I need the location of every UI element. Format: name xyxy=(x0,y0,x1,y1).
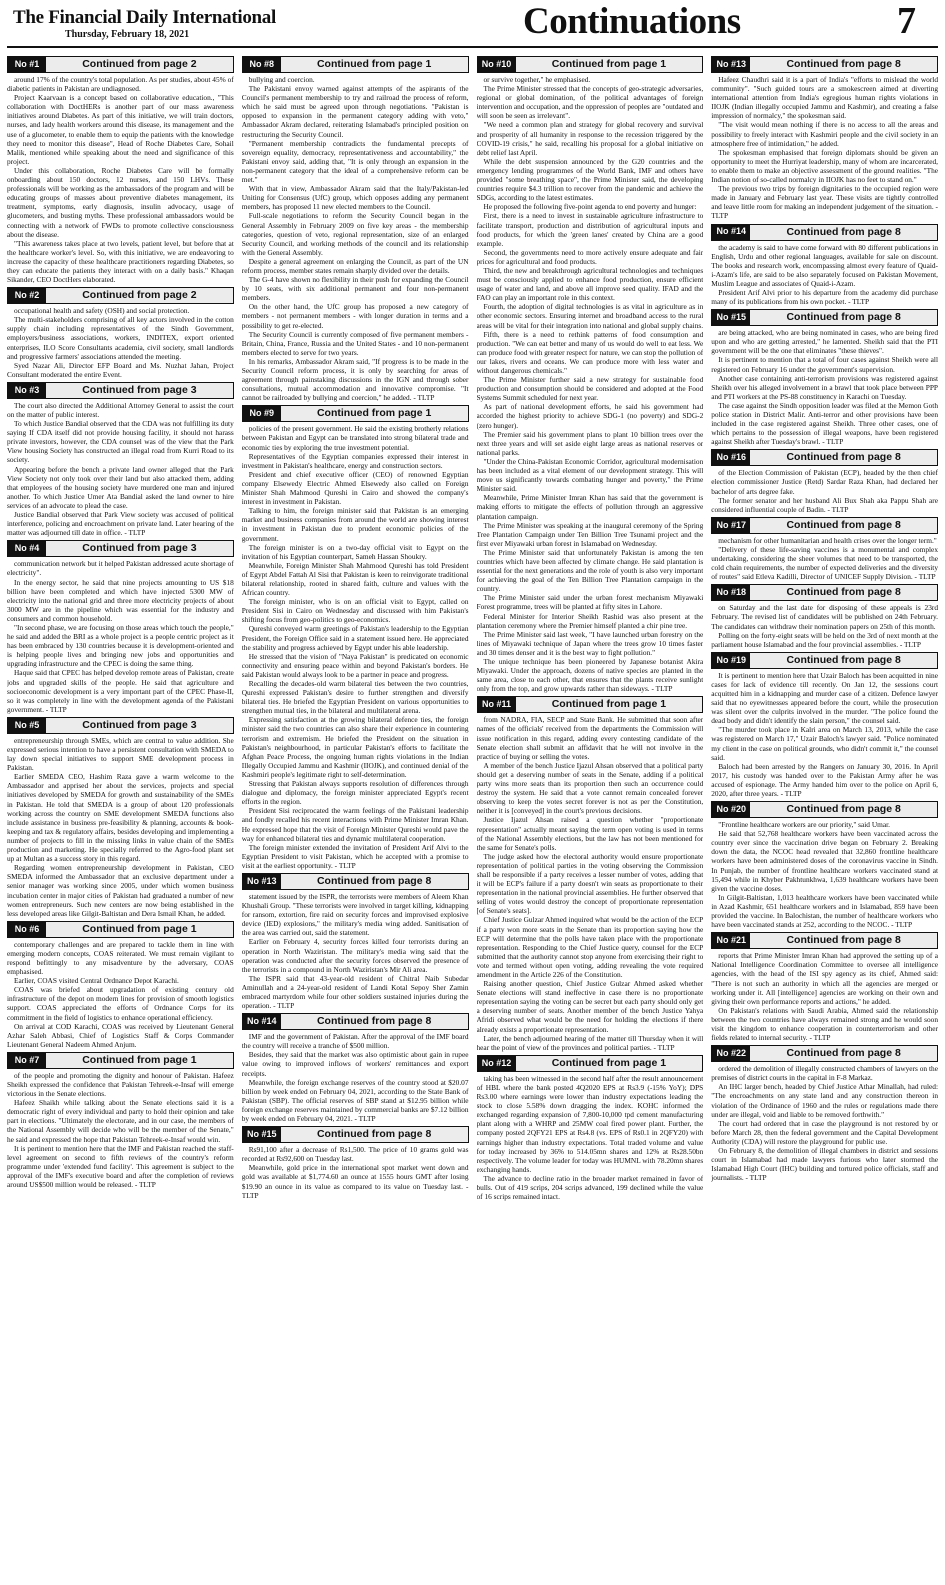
continued-from-label: Continued from page 1 xyxy=(551,58,667,70)
continuation-header xyxy=(242,56,469,73)
article-paragraph: The advance to decline ratio in the broader market remained in favor of bulls. Out of 419 scrips, 204 scrips advanced, 199 declined while the value of 16 scrips remained intact. xyxy=(476,1173,704,1202)
article-paragraph: Haque said that CPEC has helped develop remote areas of Pakistan, create jobs and upgraded skills of the people. He said that agriculture and socioeconomic development is a very important part of the CPEC Phase-II, so it was completely in line with the development agenda of the Pakistani government. - TLTP xyxy=(7,668,234,714)
article-number: No #18 xyxy=(712,585,750,600)
article-paragraph: "Under the China-Pakistan Economic Corridor, agricultural modernisation has been included as a vital element of our development strategy. This will move us significantly towards combating hunger and poverty," the Prime Minister said. xyxy=(476,456,704,494)
article-paragraph: The case against the Sindh opposition leader was filed at the Memon Goth police station in District Malir. Anti-terror and other provisions have been included in the case registered against Sheikh. Three other cases, one of which pertains to the possession of illegal weapons, have been registered against Sheikh after Tuesday's brawl. - TLTP xyxy=(711,400,938,447)
article-number: No #15 xyxy=(712,310,750,325)
article-paragraph: President and chief executive officer (CEO) of renowned Egyptian company Elsewedy Electric Ahmed Elsewedy also called on Foreign Minister Shah Mahmood Qureshi in Cairo and showed the company's interest in investment in Pakistan. xyxy=(241,469,469,507)
columns-container xyxy=(7,56,938,1578)
continuation-header xyxy=(7,56,234,73)
article-number: No #15 xyxy=(243,1127,281,1142)
continuation-article xyxy=(711,517,938,581)
article-paragraph: As part of national development efforts, he said his government had accorded the highest priority to achieve SDG-1 (no poverty) and SDG-2 (zero hunger). xyxy=(476,402,704,430)
article-paragraph: To which Justice Bandial observed that the CDA was not fulfilling its duty saying If CDA itself did not provide housing facility, it should not harass private investors, however, the CDA counsel was of the view that the Park View housing Society has constructed an illegal road from Kurri Road to its society. xyxy=(7,419,234,465)
continued-from-label: Continued from page 3 xyxy=(82,383,197,396)
article-paragraph: The Prime Minister said that unfortunately Pakistan is among the ten countries which have been affected by climate change. He said plantation is essential for the next generations and the role of youth is also very important for achieving the goal of the Ten Billion Tree Plantation campaign in the country. xyxy=(476,547,704,594)
article-paragraph: The judge asked how the electoral authority would ensure proportionate representation of political parties in the voting observing the Commission shall be responsible if a party receives a lesser number of votes, adding that it will be ECP's failure if a party doesn't win seats as proportionate to their representation in the national provincial assemblies. He further observed that selling of votes would destroy the concept of proportionate representation [of Senate's seats]. xyxy=(476,851,704,916)
continued-from-label: Continued from page 8 xyxy=(786,586,901,599)
article-paragraph: Talking to him, the foreign minister said that Pakistan is an emerging market and business companies from around the world are showing interest in investment in Pakistan due to prudent economic policies of the government. xyxy=(241,506,469,543)
article-paragraph: With that in view, Ambassador Akram said that the Italy/Pakistan-led Uniting for Consensus (UfC) group, which opposes adding any permanent members, has proposed 11 new elected members to the Council. xyxy=(241,184,469,212)
article-paragraph: Rs91,100 after a decrease of Rs1,500. The price of 10 grams gold was recorded at Rs92,600 on Tuesday last. xyxy=(241,1145,469,1164)
article-paragraph: The court also directed the Additional Attorney General to assist the court on the matter of public interest. xyxy=(7,400,234,419)
column-4 xyxy=(711,56,938,1578)
continuation-article xyxy=(242,1013,469,1123)
continuation-article xyxy=(242,405,469,870)
article-paragraph: The Prime Minister was speaking at the inaugural ceremony of the Spring Tree Plantation Campaign under Ten Billion Tree Tsunami project and the first ever Miyawaki urban forest in Islamabad on Wednesday. xyxy=(476,520,704,548)
continued-from-label: Continued from page 8 xyxy=(786,58,901,70)
article-paragraph: "In second phase, we are focusing on those areas which touch the people," he said and added the BRI as a whole project is a people centric project as it has been embraced by 130 countries because it is development-oriented and is helping people lives and bringing new jobs and opportunities and upgrading infrastructure and the CPEC is doing the same thing. xyxy=(7,622,234,669)
article-paragraph: On February 8, the demolition of illegal chambers in district and sessions court in Islamabad had made lawyers furious who later stormed the Islamabad High Court (IHC) building and tortured police officials, staff and journalists. - TLTP xyxy=(711,1146,938,1183)
article-paragraph: Earlier, COAS visited Central Ordnance Depot Karachi. xyxy=(14,976,179,986)
article-paragraph: Regarding women entrepreneurship development in Pakistan, CEO SMEDA informed the Ambassador that an exclusive department under a senior manager was working since 2005, under which women business incubation center in major cities of Pakistan had graduated a number of new women entrepreneurs. Such new centers are now being established in the less developed areas like Gilgit-Baltistan and Dera Ismail Khan, he added. xyxy=(7,863,234,918)
continued-from-label: Continued from page 8 xyxy=(316,1128,432,1141)
article-paragraph: President Arif Alvi prior to his departure from the academy did purchase many of its publications from his own pocket. - TLTP xyxy=(711,287,938,307)
article-paragraph: On the other hand, the UfC group has proposed a new category of members - not permanent members - with longer duration in terms and a possibility to get re-elected. xyxy=(241,302,469,330)
article-paragraph: ordered the demolition of illegally constructed chambers of lawyers on the premises of district courts in the capital in F-8 Markaz. xyxy=(711,1064,938,1083)
article-paragraph: "Frontline healthcare workers are our priority," said Umar. xyxy=(718,820,890,830)
article-paragraph: In his remarks, Ambassador Akram said, "If progress is to be made in the Security Council reform process, it is only by searching for areas of agreement through painstaking discussions in the IGN and through sober consultations, mutual accommodation and innovative compromise. "It cannot be railroaded by bullying and coercion," he added. - TLTP xyxy=(241,356,469,403)
article-paragraph: The foreign minister extended the invitation of President Arif Alvi to the Egyptian President to visit Pakistan, which he accepted with a promise to visit at the earliest opportunity. - TLTP xyxy=(241,842,469,870)
article-number: No #8 xyxy=(243,57,281,72)
continuation-article xyxy=(711,309,938,446)
article-paragraph: Hafeez Chaudhri said it is a part of India's "efforts to mislead the world community". "Such guided tours are a smokescreen aimed at diverting international attention from India's egregious human rights violations in IIOJK (Indian illegally occupied Jammu and Kashmir), and creating a false impression of normalcy," the spokesman said. xyxy=(711,75,938,121)
article-paragraph: Chief Justice Gulzar Ahmed inquired what would be the action of the ECP if a party won more seats in the Senate than its proportion saying how the ECP will determine that the polls have taken place with the proportionate representation. Responding to the Chief Justice query, counsel for the ECP submitted that the authority cannot stop anyone from exercising their right to vote and termed without open voting, adding revealing the vote required amendment in the Article 226 of the Constitution. xyxy=(476,915,704,979)
article-number: No #17 xyxy=(712,518,750,533)
article-paragraph: Fifth, there is a need to rethink patterns of food consumption and production. "We can eat better and many of us would do well to eat less. We can produce food with greater respect for nature, we can stop the pollution of our lakes, rivers and oceans. We can produce more with less water and without dangerous chemicals." xyxy=(476,329,704,375)
article-number: No #14 xyxy=(243,1014,281,1029)
paper-name: The Financial Daily International xyxy=(13,7,276,28)
article-paragraph: Besides, they said that the market was also optimistic about gain in rupee value owing to improved inflows of workers' remittances and export receipts. xyxy=(241,1050,469,1078)
continuation-article xyxy=(711,652,938,798)
article-number: No #6 xyxy=(8,922,46,937)
continuation-header xyxy=(711,584,938,601)
continued-from-label: Continued from page 8 xyxy=(786,451,901,464)
article-number: No #2 xyxy=(8,288,46,303)
continuation-article xyxy=(242,1126,469,1200)
continuation-header xyxy=(711,652,938,669)
article-paragraph: The Prime Minister further said a new strategy for sustainable food production and consumption should be considered and adopted at the Food Systems Summit scheduled for next year. xyxy=(476,375,704,403)
continued-from-label: Continued from page 3 xyxy=(82,542,197,555)
article-paragraph: Earlier SMEDA CEO, Hashim Raza gave a warm welcome to the Ambassador and apprised her about the services, projects and special initiatives developed by SMEDA for growth and sustainability of the SMEs in Pakistan. He told that SMEDA is a group of about 120 professionals working across the country on SME development SMEDA functions also include assistance in business pre-feasibility & planning, accounts & book-keeping and tax & regulatory affairs, besides developing and implementing a number of projects to fill in the missing links in value chain of the SMEs production and marketing. He specially referred to the Agro-food plant set up at Multan as a success story in this regard. xyxy=(7,772,234,864)
article-paragraph: The Premier said his government plans to plant 10 billion trees over the next three years and will set aside eight large areas as national reserves or national parks. xyxy=(476,429,704,457)
continuation-header xyxy=(477,56,704,73)
article-paragraph: IMF and the government of Pakistan. After the approval of the IMF board the country will receive a tranche of $500 million. xyxy=(241,1032,469,1051)
page-number: 7 xyxy=(897,0,916,42)
article-paragraph: mechanism for other humanitarian and health crises over the longer term." xyxy=(718,535,937,545)
continued-from-label: Continued from page 3 xyxy=(82,718,197,731)
continuation-header xyxy=(711,517,938,534)
article-paragraph: The G-4 have shown no flexibility in their push for expanding the Council by 10 seats, with six additional permanent and four non-permanent members. xyxy=(241,275,469,303)
article-paragraph: statement issued by the ISPR, the terrorists were members of Aleem Khan Khushali Group. "These terrorists were involved in target killing, kidnapping for ransom, extortion, fire raid on security forces and improvised explosive device (IED) explosions," the military's media wing added. Sanitisation of the area was carried out, said the statement. xyxy=(241,891,469,938)
article-number: No #12 xyxy=(478,1056,516,1071)
continuation-header xyxy=(7,717,234,734)
article-paragraph: An IHC larger bench, headed by Chief Justice Athar Minallah, had ruled: "The encroachments on any state land and any construction thereon in violation of the Ordinance of 1960 and the rules or regulations made there under are illegal, void and liable to be removed forthwith." xyxy=(711,1082,938,1119)
article-paragraph: "This awareness takes place at two levels, patient level, but before that at the healthcare worker's level. So, with this initiative, we are endeavoring to increase the capacity of these healthcare practitioners regarding Diabetes, so they can educate the patients they interact with on a daily basis." Khaqan Sikander, CEO DoctHers elaborated. xyxy=(7,238,234,285)
article-paragraph: The Pakistani envoy warned against attempts of the aspirants of the Council's permanent membership to try and railroad the process of reform, which he said must be agreed upon through negotiations. "Pakistan is opposed to expansion in the permanent category adding with veto," Ambassador Akram declared, reiterating Islamabad's principled position on restructuring the Security Council. xyxy=(241,84,469,139)
article-paragraph: Qureshi conveyed warm greetings of Pakistan's leadership to the Egyptian President, the Foreign Office said in a statement issued here. He appreciated the stability and progress achieved by Egypt under his able leadership. xyxy=(241,624,469,652)
article-paragraph: of the people and promoting the dignity and honour of Pakistan. Hafeez Sheikh expressed the confidence that Pakistan Tehreek-e-Insaf will emerge victorious in the Senate elections. xyxy=(7,1070,234,1099)
continuation-header xyxy=(711,801,938,818)
continuation-article xyxy=(711,1045,938,1182)
continued-from-label: Continued from page 1 xyxy=(551,698,667,711)
article-paragraph: Justice Bandial observed that Park View society was accused of political interference, policing and encroachment on private land. Later hearing of the matter was adjourned till date in office. - TLTP xyxy=(7,510,234,538)
article-paragraph: reports that Prime Minister Imran Khan had approved the setting up of a National Intelligence Coordination Committee to oversee all intelligence agencies, with the head of the ISI spy agency as its chief, Ahmed said: "There is not such an authority in which all the agencies are merged or working under it. All [intelligence] agencies are working on their own and giving their own performance reports and actions," he added. xyxy=(711,951,938,1006)
article-number: No #13 xyxy=(243,874,281,889)
article-paragraph: Stressing that Pakistan always supports resolution of differences through dialogue and diplomacy, the foreign minister appreciated Egypt's recent efforts in the region. xyxy=(241,779,469,807)
continued-from-label: Continued from page 8 xyxy=(316,1015,432,1028)
continuation-article xyxy=(7,287,234,379)
continued-from-label: Continued from page 8 xyxy=(786,934,901,947)
article-number: No #3 xyxy=(8,383,46,398)
article-paragraph: "We need a common plan and strategy for global recovery and survival and prosperity of all humanity in response to the recession triggered by the COVID-19 crisis," he said, recalling his proposal for a global initiative on debt relief last April. xyxy=(476,120,704,157)
continuation-article xyxy=(711,224,938,307)
continued-from-label: Continued from page 2 xyxy=(82,58,197,70)
continuation-header xyxy=(242,1126,469,1143)
section-title: Continuations xyxy=(523,1,741,42)
article-number: No #5 xyxy=(8,718,46,733)
continuation-header xyxy=(477,696,704,713)
article-number: No #11 xyxy=(478,697,516,712)
article-paragraph: He proposed the following five-point agenda to end poverty and hunger: xyxy=(483,202,697,212)
article-paragraph: of the Election Commission of Pakistan (ECP), headed by the then chief election commissioner Justice (Retd) Sardar Raza Khan, had declared her bachelor of arts degree fake. xyxy=(711,468,938,496)
article-paragraph: policies of the present government. He said the existing brotherly relations between Pakistan and Egypt can be translated into strong bilateral trade and economic ties by exploring the true investment potential. xyxy=(241,424,469,452)
continuation-article xyxy=(711,584,938,648)
continuation-article xyxy=(477,696,704,1051)
article-paragraph: Meanwhile, the foreign exchange reserves of the country stood at $20.07 billion by week ended on February 04, 2021, according to the State Bank of Pakistan (SBP). The official reserves of SBP stand at $12.95 billion while foreign exchange reserves maintained by commercial banks are $7.12 billion by week ended on February 04, 2021. - TLTP xyxy=(241,1077,469,1124)
article-paragraph: on Saturday and the last date for disposing of these appeals is 23rd February. The revised list of candidates will be published on 24th February. The candidates can withdraw their nomination papers on 25th of this month. xyxy=(711,603,938,631)
article-paragraph: The Prime Minister said under the urban forest mechanism Miyawaki Forest programme, trees will be planted at fifty sites in Lahore. xyxy=(476,593,704,612)
article-paragraph: In Gilgit-Baltistan, 1,013 healthcare workers have been vaccinated while in Azad Kashmir, 651 healthcare workers and in Islamabad, 859 have been provided the vaccine. In Balochistan, the number of healthcare workers who have been vaccinated stands at 252, according to the NCOC. - TLTP xyxy=(711,892,938,930)
column-2 xyxy=(242,56,469,1578)
continuation-article xyxy=(711,932,938,1042)
article-paragraph: He said that 52,768 healthcare workers have been vaccinated across the country ever since the vaccination drive began on February 2. Breaking down the data, the NCOC head revealed that 32,860 frontline healthcare workers have been administered doses of the coronavirus vaccine in Sindh. In Punjab, the number of frontline healthcare workers vaccinated stand at 15,494 while in Khyber Pakhtunkhwa, 1,639 healthcare workers have been given the vaccine doses. xyxy=(711,829,938,893)
continued-from-label: Continued from page 1 xyxy=(316,407,432,420)
continued-from-label: Continued from page 8 xyxy=(786,653,901,666)
continued-from-label: Continued from page 8 xyxy=(786,518,901,531)
column-1 xyxy=(7,56,234,1578)
continuation-header xyxy=(711,224,938,241)
article-paragraph: or survive together," he emphasised. xyxy=(483,75,591,84)
article-paragraph: While the debt suspension announced by the G20 countries and the emergency lending programmes of the World Bank, IMF and others have provided "some breathing space", the Prime Minister said, the developing countries require $4.3 trillion to recover from the pandemic and achieve the SDGs, according to the latest estimates. xyxy=(476,156,704,203)
article-paragraph: "The visit would mean nothing if there is no access to all the areas and possibility to freely interact with Kashmiri people and the civil society in an atmosphere free of intimidation," he added. xyxy=(711,120,938,148)
continued-from-label: Continued from page 8 xyxy=(316,874,432,887)
article-paragraph: "Delivery of these life-saving vaccines is a monumental and complex undertaking, considering the sheer volumes that need to be transported, the cold chain requirements, the number of expected deliveries and the diversity of routes" said Etleva Kadilli, Director of UNICEF Supply Division. - TLTP xyxy=(711,544,938,582)
article-paragraph: Fourth, the adoption of digital technologies is as vital in agriculture as in other economic sectors. Ensuring internet and broadband access to the rural areas will be vital for their integration into national and global supply chains. xyxy=(476,302,704,330)
article-paragraph: He stressed that the vision of "Naya Pakistan" is predicated on economic connectivity and ensuring peace within and beyond Pakistan's borders. He said Pakistan would always look to be a partner in peace and progress. xyxy=(241,651,469,679)
continuation-header xyxy=(711,1045,938,1062)
article-paragraph: the academy is said to have come forward with 80 different publications in English, Urdu and other regional languages, available for sale on discount. The books and research work, encompassing almost every feature of Quaid-i-Azam's life, are said to be also separately focused on Pakistan Movement, Muslim League and associates of Quaid-i-Azam. xyxy=(711,242,938,288)
article-paragraph: bullying and coercion. xyxy=(248,75,315,84)
article-paragraph: Second, the governments need to more actively ensure adequate and fair prices for agricultural and food products. xyxy=(476,247,704,266)
article-paragraph: Hafeez Shaikh while talking about the Senate elections said it is a democratic right of every individual and party to hold their opinion and take part in elections. "Ultimately the electorate, and in our case, the members of the National Assembly will decide who will be the member of the Senate," he said and expressed the hope that Pakistan Tehreek-e-Insaf would win. xyxy=(7,1098,234,1144)
article-paragraph: Meanwhile, gold price in the international spot market went down and gold was available at $1,774.60 an ounce at 1555 hours GMT after losing $19.90 an ounce in its value as compared to its value on Tuesday last. - TLTP xyxy=(241,1163,469,1200)
article-paragraph: The spokesman emphasised that foreign diplomats should be given an opportunity to meet the Hurriyat leadership, many of whom are incarcerated, to enable them to make an objective assessment of the ground realities. "The Indian notion of so-called normalcy in IIOJK has no feet to stand on." xyxy=(711,147,938,185)
article-paragraph: Appearing before the bench a private land owner alleged that the Park View Society not only took over their land but also attacked them, adding that employees of the housing society have murdered one man and injured another. To which Justice Umer Ata Bandial asked the land owner to hire services of an advocate to plead the case. xyxy=(7,464,234,510)
article-paragraph: Under this collaboration, Roche Diabetes Care will be formally onboarding about 150 doctors, 12 nurses, and 150 LHVs. These professionals will be working as the ambassadors of the program and will be educating groups of masses about preventive diabetes management, its treatment, symptoms, early diagnosis, insulin advocacy, usage of glucometers, and busting myths. These professional ambassadors would be connecting with a network of FWDs to promote collective consciousness about the disease. xyxy=(7,165,234,239)
continued-from-label: Continued from page 8 xyxy=(786,311,901,324)
article-paragraph: Expressing satisfaction at the growing bilateral defence ties, the foreign minister said the two countries can also share their experience in countering terrorism and extremism. He briefed the President on the situation in Pakistan's neighbourhood, in particular Pakistan's efforts to facilitate the Afghan Peace Process, the ongoing human rights violations in the Indian Illegally Occupied Jammu and Kashmir (IIOJK), and continued denial of the Kashmiri people's legitimate right to self-determination. xyxy=(241,715,469,779)
continuation-article xyxy=(242,56,469,402)
article-paragraph: entrepreneurship through SMEs, which are central to value addition. She expressed serious intention to have a persistent consultation with SMEDA to lay down special initiatives to support SME development process in Pakistan. xyxy=(7,735,234,773)
article-number: No #1 xyxy=(8,57,46,72)
article-paragraph: Polling on the forty-eight seats will be held on the 3rd of next month at the parliament house Islamabad and the four provincial assemblies. - TLTP xyxy=(711,630,938,649)
article-paragraph: The multi-stakeholders comprising of all key actors involved in the cotton supply chain including representatives of the Sindh Government, employers/business associations, workers, INDITEX, export oriented enterprises, ILO Score Consultants academia, civil society, small landlords and progressive farmers' associations attended the meeting. xyxy=(7,315,234,361)
article-paragraph: around 17% of the country's total population. As per studies, about 45% of diabetic patients in Pakistan are undiagnosed. xyxy=(7,75,234,94)
article-paragraph: Earlier on February 4, security forces killed four terrorists during an operation in North Waziristan. The military's media wing said that the operation was conducted after the security forces observed the presence of the terrorists in a compound in North Waziristan's Mir Ali area. xyxy=(241,937,469,974)
article-number: No #21 xyxy=(712,933,750,948)
article-paragraph: Federal Minister for Interior Sheikh Rashid was also present at the plantation ceremony where the Premier himself planted a chir pine tree. xyxy=(476,611,704,630)
article-paragraph: The court had ordered that in case the playground is not restored by or before March 28, then the federal government and the Capital Development Authority (CDA) will restore the playground for public use. xyxy=(711,1118,938,1146)
continuation-header xyxy=(711,449,938,466)
continuation-header xyxy=(711,932,938,949)
article-number: No #9 xyxy=(243,406,281,421)
continuation-header xyxy=(711,56,938,73)
article-paragraph: taking has been witnessed in the second half after the result announcement of HBL where the bank posted 4Q2020 EPS at Rs3.9 (-15% YoY); DPS Rs3.00 where earnings were lower than industry expectations leading the stock to close 5.58% down dragging the index. KOHC informed the exchanged regarding expansion of 7,800-10,000 tpd cement manufacturing plant along with a WHRP and 25MW coal fired power plant. Further, the company posted 2QFY21 EPS at Rs4.8 (vs. EPS of Rs0.1 in 2QFY20) with earnings higher than industry expectations. Total traded volume and value for today increased by 36% to 514.05mn shares and 12% at Rs28.50bn respectively. The volume leader for today was HUMNL with 78.20mn shares exchanging hands. xyxy=(476,1073,704,1174)
continuation-article xyxy=(7,717,234,918)
continuation-article xyxy=(7,1052,234,1189)
continuation-header xyxy=(7,1052,234,1069)
article-paragraph: It is pertinent to mention that a total of four cases against Sheikh were all registered on February 16 under the government's supervision. xyxy=(711,355,938,374)
continued-from-label: Continued from page 1 xyxy=(316,58,432,70)
article-paragraph: "The murder took place in Kalri area on March 13, 2013, while the case was registered on March 17," Uzair Baloch's lawyer said. "Police nominated my client in the case on political grounds, who didn't commit it," the counsel said. xyxy=(711,725,938,762)
article-paragraph: from NADRA, FIA, SECP and State Bank. He submitted that soon after names of the officials' received from the departments the Commission will issue notification in this regard, adding every contesting candidate of the Senate election shall submit an affidavit that he will not involve in the practice of buying or selling the votes. xyxy=(476,715,704,761)
article-paragraph: occupational health and safety (OSH) and social protection. xyxy=(14,306,190,316)
article-paragraph: Meanwhile, Foreign Minister Shah Mahmood Qureshi has told President of Egypt Abdel Fattah Al Sisi that Pakistan is keen to reinvigorate traditional bilateral relationship, rooted in shared faith, culture and values with the African country. xyxy=(241,560,469,598)
article-paragraph: On Pakistan's relations with Saudi Arabia, Ahmed said the relationship between the two countries have always remained strong and he would soon visit the kingdom to enhance cooperation in counterterrorism and other fields related to internal security. - TLTP xyxy=(711,1005,938,1043)
continuation-article xyxy=(711,56,938,221)
article-number: No #14 xyxy=(712,225,750,240)
article-paragraph: Baloch had been arrested by the Rangers on January 30, 2016. In April 2017, his custody was handed over to the Pakistan Army after he was accused of espionage. The Army handed him over to the police on April 6, 2020, after three years. - TLTP xyxy=(711,761,938,798)
article-paragraph: contemporary challenges and are prepared to tackle them in line with emerging modern concepts, COAS reiterated. We must remain vigilant to respond befittingly to any misadventure by the adversary, COAS emphasised. xyxy=(7,939,234,977)
article-paragraph: Raising another question, Chief Justice Gulzar Ahmed asked whether Senate elections will stand ineffective in case there is no proportionate representation saying the voting can be secret but each party should only get a deserving number of seats. Another member of the bench Justice Yahya Afridi observed what would be the need for holding the elections if there already exists a proportionate representation. xyxy=(476,979,704,1034)
article-paragraph: "Permanent membership contradicts the fundamental precepts of sovereign equality, democracy, representativeness and accountability," the Pakistani envoy said, adding that, "It is only through an expansion in the non-permanent category that the ideal of a comprehensive reform can be met." xyxy=(241,138,469,185)
article-paragraph: It is pertinent to mention here that the IMF and Pakistan reached the staff-level agreement on second to fifth reviews of the country's reform programme under 'extended fund facility'. This agreement is subject to the approval of the IMF's executive board and after the completion of reviews around US$500 million would be released. - TLTP xyxy=(7,1143,234,1190)
article-number: No #10 xyxy=(478,57,516,72)
article-paragraph: President Sisi reciprocated the warm feelings of the Pakistani leadership and fondly recalled his recent interactions with Prime Minister Imran Khan. He expressed hope that the visit of Foreign Minister Qureshi would pave the way for enhanced bilateral ties and dynamic multilateral cooperation. xyxy=(241,806,469,843)
article-paragraph: Later, the bench adjourned hearing of the matter till Thursday when it will hear the point of view of the provinces and political parties. - TLTP xyxy=(476,1033,704,1052)
article-paragraph: In the energy sector, he said that nine projects amounting to US $18 billion have been completed and which have injected 5300 MW of electricity into the national grid and three more electricity projects of about 3000 MW are in the pipeline which was essential for the industry and consumers and common household. xyxy=(7,577,234,623)
continuation-header xyxy=(711,309,938,326)
article-paragraph: It is pertinent to mention here that Uzair Baloch has been acquitted in nine cases for lack of evidence till recently. On Jan 12, the sessions court acquitted him in a kidnapping and murder case of a citizen. Defence lawyer said that no eyewitnesses appeared before the court, while the prosecution was silent over the culprits involved in the murder. "The police found the dead body and didn't identify the slain person," the counsel said. xyxy=(711,670,938,726)
article-paragraph: Justice Ijazul Ahsan raised a question whether "proportionate representation" actually meant saying the term open voting is used in terms of the National Assembly elections, but the law has not been mentioned for the same for Senate's polls. xyxy=(476,815,704,852)
article-paragraph: A member of the bench Justice Ijazul Ahsan observed that a political party should get a deserving number of seats in the Senate, adding if a political party wins more seats than its proportion then such an occurrence could destroy the system. He said that a vote cannot remain concealed forever observing to keep the votes secret forever is not as per the Constitution, neither it is [conveyed] in the court's previous decisions. xyxy=(476,760,704,816)
continued-from-label: Continued from page 1 xyxy=(82,922,197,935)
continuation-article xyxy=(7,382,234,537)
continuation-header xyxy=(7,287,234,304)
article-number: No #20 xyxy=(712,802,750,817)
continuation-article xyxy=(477,56,704,693)
continuation-article xyxy=(7,921,234,1049)
continued-from-label: Continued from page 2 xyxy=(82,289,197,302)
article-paragraph: The foreign minister, who is on an official visit to Egypt, called on President Sisi in Cairo on Wednesday and discussed with him Pakistan's shifting focus from geo-politics to geo-economics. xyxy=(241,597,469,625)
article-paragraph: Meanwhile, Prime Minister Imran Khan has said that the government is making efforts to mitigate the effects of pollution through an aggressive plantation campaign. xyxy=(476,493,704,521)
article-paragraph: Syed Nazar Ali, Director EFP Board and Ms. Nuzhat Jahan, Project Consultant moderated the entire Event. xyxy=(7,360,234,379)
article-paragraph: The former senator and her husband Ali Bux Shah aka Pappu Shah are considered influential couple of Badin. - TLTP xyxy=(711,495,938,514)
issue-date: Thursday, February 18, 2021 xyxy=(65,29,190,40)
continuation-article xyxy=(711,449,938,513)
article-paragraph: Recalling the decades-old warm bilateral ties between the two countries, Qureshi expressed Pakistan's desire to further strengthen and diversify bilateral ties. He briefed the Egyptian President on various opportunities to strengthen mutual ties, in the bilateral and multilateral arena. xyxy=(241,679,469,716)
article-paragraph: Full-scale negotiations to reform the Security Council began in the General Assembly in February 2009 on five key areas - the membership categories, question of veto, regional representation, size of an enlarged Security Council, and working methods of the council and its relationship with the General Assembly. xyxy=(241,211,469,257)
article-number: No #13 xyxy=(712,57,750,72)
continuation-article xyxy=(477,1055,704,1201)
masthead xyxy=(7,0,938,48)
continued-from-label: Continued from page 1 xyxy=(82,1053,197,1066)
continued-from-label: Continued from page 1 xyxy=(551,1056,667,1069)
article-paragraph: The Prime Minister said last week, "I have launched urban forestry on the lines of Miyawaki technique of Japan where the trees grow 10 times faster and 30 times denser and it is the best way to fight pollution." xyxy=(476,629,704,657)
article-paragraph: The foreign minister is on a two-day official visit to Egypt on the invitation of his Egyptian counterpart, Sameh Hassan Shoukry. xyxy=(241,542,469,561)
article-paragraph: First, there is a need to invest in sustainable agriculture infrastructure to facilitate transport, production and distribution of agricultural inputs and food products, for which the 'green lanes' created by China are a good example. xyxy=(476,211,704,248)
continuation-header xyxy=(242,405,469,422)
article-number: No #7 xyxy=(8,1053,46,1068)
article-paragraph: The Security Council is currently composed of five permanent members - Britain, China, France, Russia and the United States - and 10 non-permanent members elected to serve for two years. xyxy=(241,329,469,357)
article-paragraph: Another case containing anti-terrorism provisions was registered against Sheikh over his alleged involvement in a brawl that took place between PPP and PTI workers at the PS-88 constituency in Karachi on Tuesday. xyxy=(711,373,938,401)
article-paragraph: COAS was briefed about upgradation of existing century old infrastructure of the depot on modern lines for provision of smooth logistics support. COAS appreciated the efforts of Ordnance Corps for its commitment in the field of logistics to enhance operational efficiency. xyxy=(7,985,234,1022)
continuation-header xyxy=(242,1013,469,1030)
article-paragraph: Third, the new and breakthrough agricultural technologies and techniques must be consciously applied to enhance food production, ensure efficient usage of water and land, and above all improve seed quality. IFAD and the FAO can play an important role in this context. xyxy=(476,265,704,303)
article-number: No #22 xyxy=(712,1046,750,1061)
article-number: No #16 xyxy=(712,450,750,465)
continuation-article xyxy=(7,540,234,714)
continued-from-label: Continued from page 8 xyxy=(786,1047,901,1060)
continuation-header xyxy=(477,1055,704,1072)
continuation-article xyxy=(242,873,469,1010)
continuation-article xyxy=(711,801,938,929)
continued-from-label: Continued from page 8 xyxy=(786,225,901,238)
article-paragraph: Representatives of the Egyptian companies expressed their interest in investment in Pakistan's healthcare, energy and construction sectors. xyxy=(241,451,469,470)
article-paragraph: Project Kaarvaan is a concept based on collaborative education., "This collaboration with DoctHERs is another part of our mass awareness initiatives around Diabetes. As part of this initiative, we will train doctors, nurses, and lady health workers around this disease, its management and the use of a glucometer, to enable them to equip the patients with the knowledge they need to monitor this disease", Head of Roche Diabetes Care, Sohail Malik, mentioned while speaking about the need and significance of this project. xyxy=(7,93,234,166)
continued-from-label: Continued from page 8 xyxy=(786,803,901,816)
article-paragraph: are being attacked, who are being nominated in cases, who are being fired upon and who are getting arrested," he lamented. Sheikh said that the PTI government will be the one that eliminates "these thieves". xyxy=(711,328,938,356)
article-paragraph: The previous two trips by foreign dignitaries to the occupied region were made in January and February last year. These visits are tightly controlled and leave little room for making an independent judgement of the situation. - TLTP xyxy=(711,184,938,221)
article-number: No #19 xyxy=(712,653,750,668)
article-number: No #4 xyxy=(8,541,46,556)
continuation-header xyxy=(7,921,234,938)
article-paragraph: Despite a general agreement on enlarging the Council, as part of the UN reform process, member states remain sharply divided over the details. xyxy=(241,256,469,275)
continuation-header xyxy=(242,873,469,890)
continuation-header xyxy=(7,382,234,399)
article-paragraph: communication network but it helped Pakistan addressed acute shortage of electricity". xyxy=(7,559,234,578)
column-3 xyxy=(477,56,704,1578)
article-paragraph: The Prime Minister stressed that the concepts of geo-strategic adversaries, regional or global domination, of the political advantages of foreign intervention and occupation, and the oppression of peoples are "outdated and will soon be seen as irrelevant". xyxy=(476,84,704,121)
continuation-header xyxy=(7,540,234,557)
continuation-article xyxy=(7,56,234,284)
article-paragraph: The ISPR said that 43-year-old resident of Chitral Naib Subedar Aminullah and a 24-year-old resident of Landi Kotal Sepoy Sher Zamin embraced martyrdom while four other soldiers sustained injuries during the operation. - TLTP xyxy=(241,973,469,1011)
article-paragraph: The unique technique has been pioneered by Japanese botanist Akira Miyawaki. Under the approach, dozens of native species are planted in the same area, close to each other, that ensures that the plants receive sunlight only from the top, and grow upwards rather than sideways. - TLTP xyxy=(476,657,704,694)
article-paragraph: On arrival at COD Karachi, COAS was received by Lieutenant General Azhar Saleh Abbasi, Chief of Logistics Staff & Corps Commander Lieutenant General Nadeem Ahmed Anjum. xyxy=(7,1021,234,1049)
